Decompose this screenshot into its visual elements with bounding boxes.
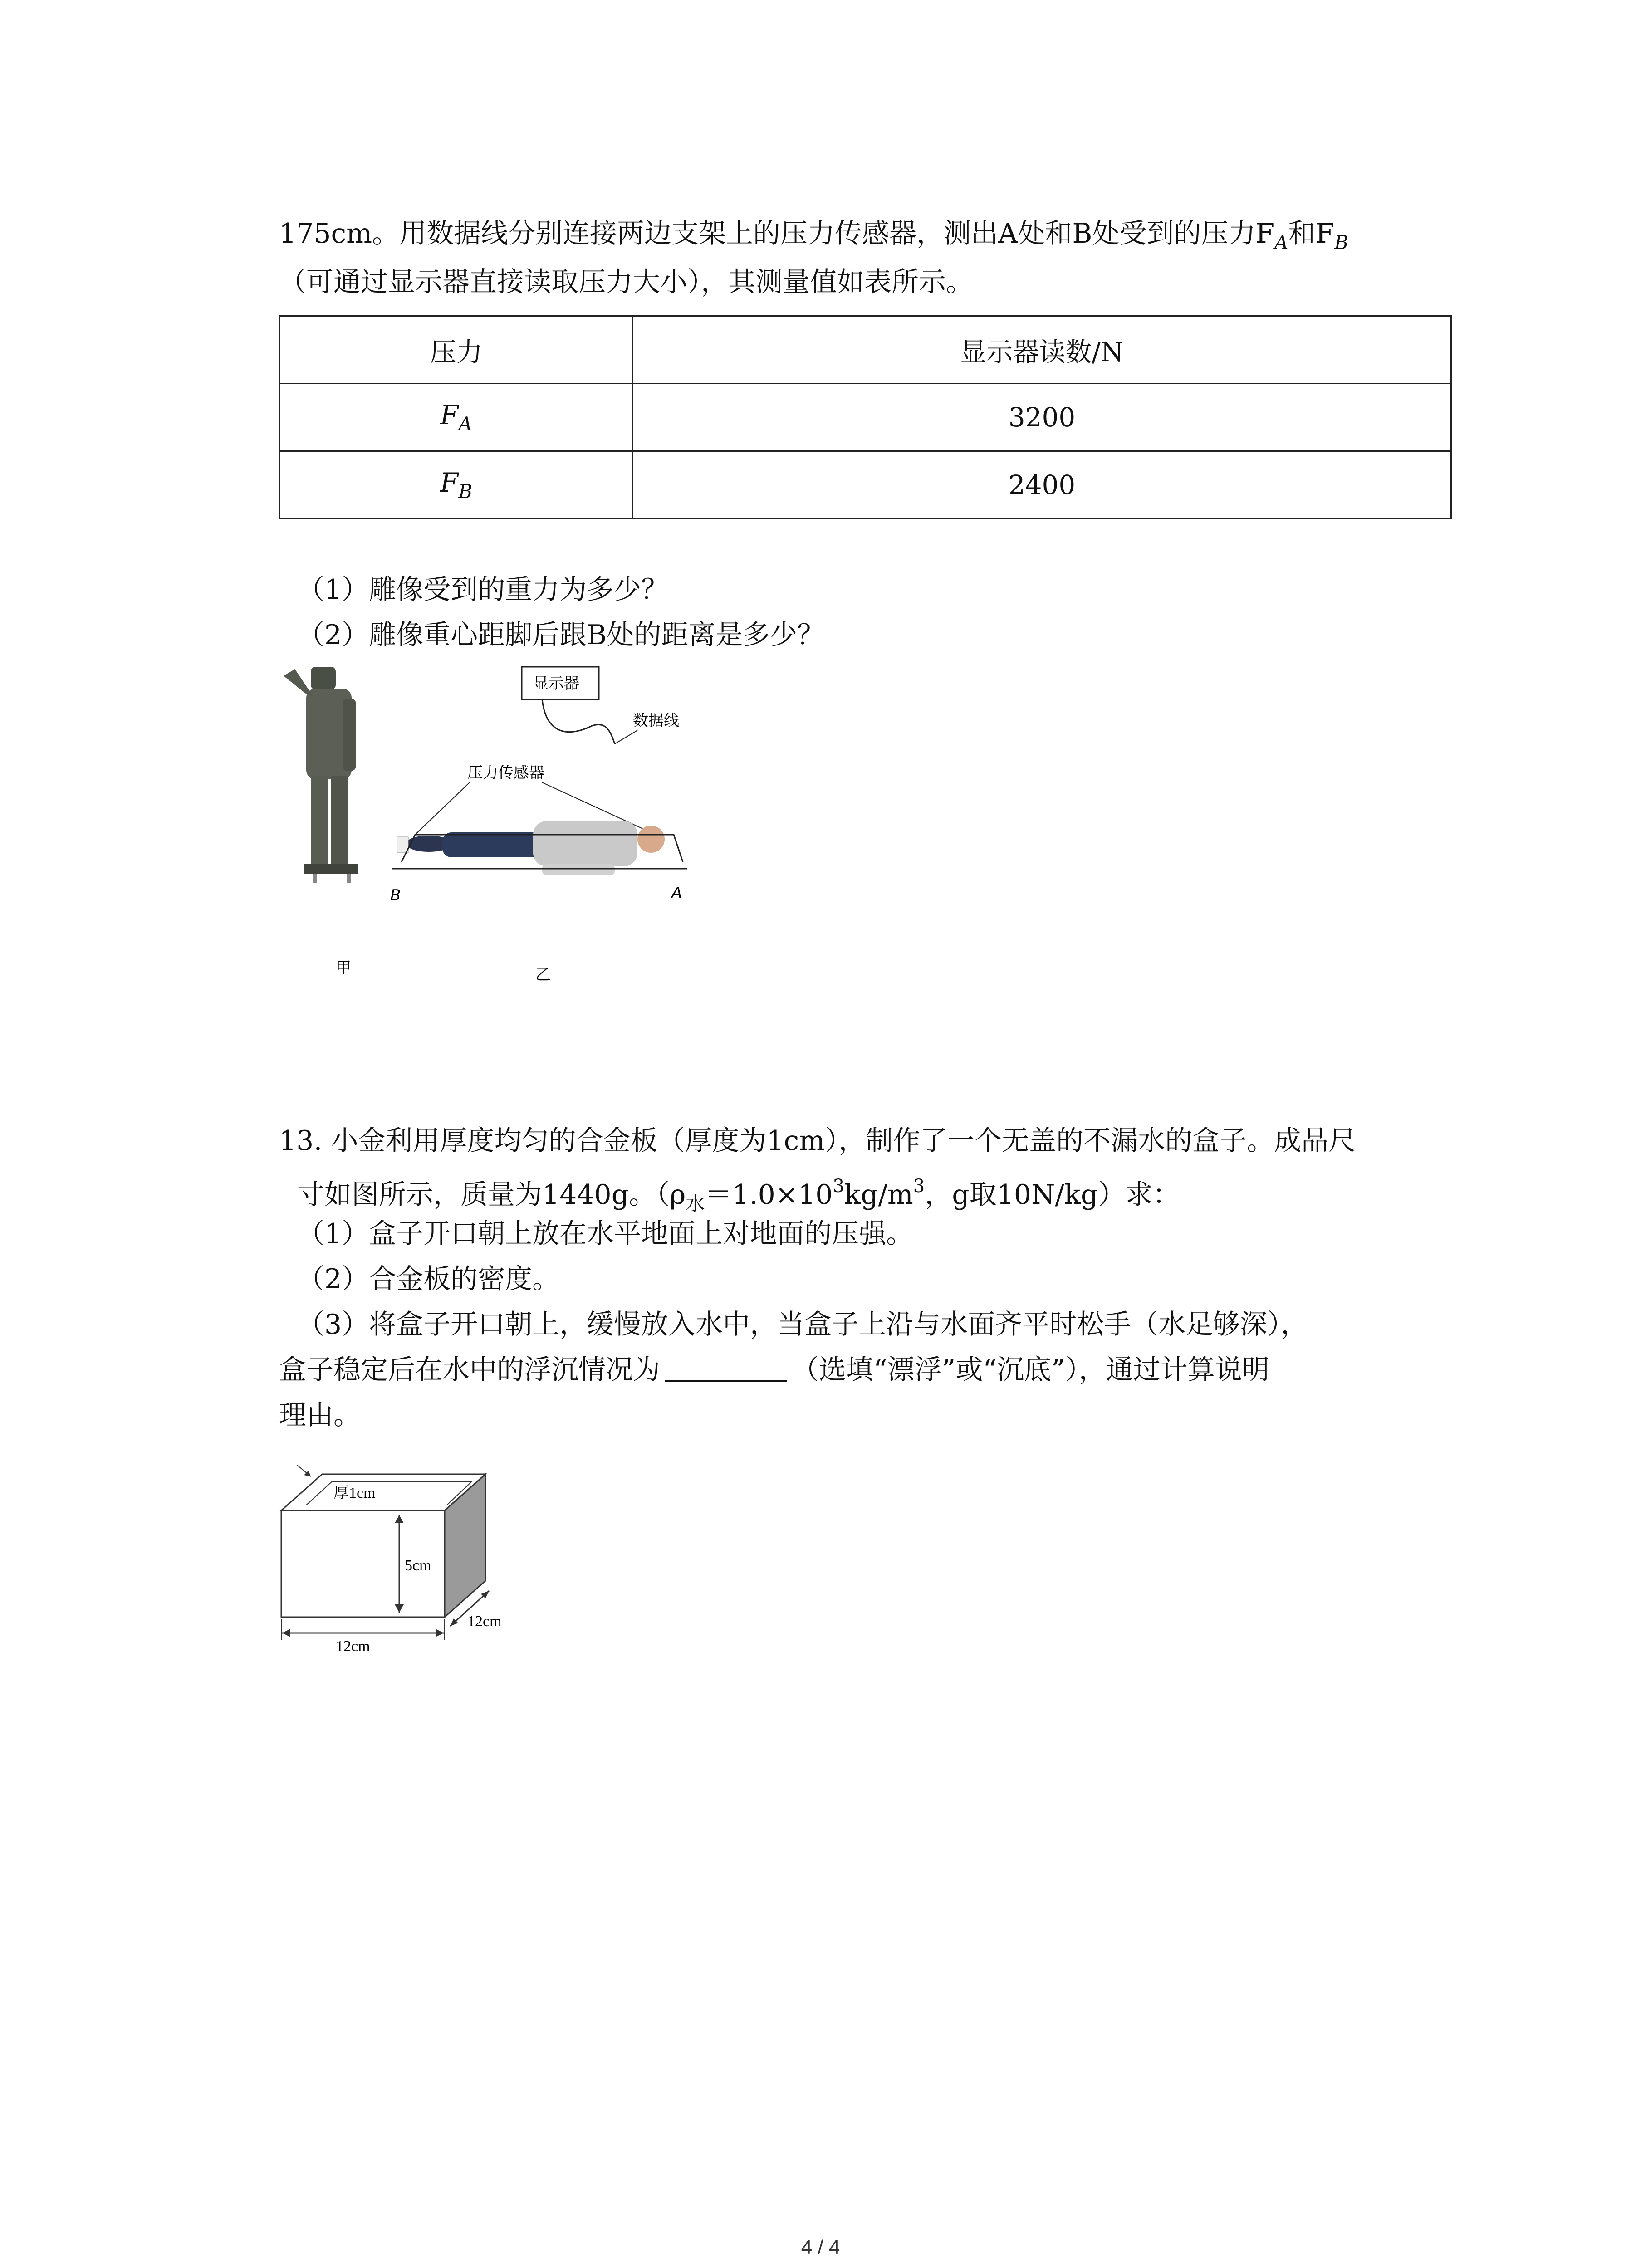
q12-line-1: 175cm。用数据线分别连接两边支架上的压力传感器，测出A处和B处受到的压力$F_A$和$F_B$ (279, 218, 1348, 254)
cable-label: 数据线 (633, 712, 679, 730)
q13-sub-3: （3）将盒子开口朝上，缓慢放入水中，当盒子上沿与水面齐平时松手（水足够深）， (297, 1309, 1308, 1340)
thickness-label: 厚1cm (333, 1485, 376, 1501)
sensor-label: 压力传感器 (467, 764, 544, 782)
statue-diagram (279, 658, 733, 1002)
lying-statue-image (397, 821, 665, 875)
statue-figure (279, 658, 733, 1002)
table-header-row (280, 316, 1451, 384)
width-arrow-right (436, 1629, 444, 1637)
box-figure (272, 1452, 526, 1651)
q12-sub-1: （1）雕像受到的重力为多少？ (297, 574, 669, 606)
caption-left: 甲 (336, 959, 351, 977)
cable-leader (615, 730, 637, 744)
display-label: 显示器 (533, 675, 579, 693)
point-b-label: B (390, 886, 401, 904)
pressure-table (279, 315, 1452, 519)
q13-sub-3-line-2: 盒子稳定后在水中的浮沉情况为 （选填“漂浮”或“沉底”），通过计算说明 (279, 1354, 1269, 1386)
table-row (280, 451, 1451, 519)
table-cell-label: $F_B$ (280, 451, 633, 519)
table-cell-value: 3200 (633, 384, 1451, 451)
answer-blank[interactable] (665, 1354, 787, 1382)
q13-line-2: 寸如图所示，质量为1440g。（$\rho_水=1.0\times 10^3kg/m^3$，g取10N/kg）求： (297, 1176, 1180, 1215)
height-label: 5cm (405, 1557, 431, 1574)
q13-number: 13. (279, 1125, 323, 1157)
table-cell-label: $F_A$ (280, 384, 633, 451)
point-a-label: A (671, 884, 682, 902)
box-diagram (272, 1452, 526, 1651)
q12-sub-2: （2）雕像重心距脚后跟B处的距离是多少？ (297, 619, 825, 651)
table-header-cell: 压力 (280, 316, 633, 384)
depth-label: 12cm (467, 1613, 502, 1630)
q13-sub-3-line-3: 理由。 (279, 1399, 361, 1431)
sensor-leader-left (415, 782, 470, 835)
q12-line-2: （可通过显示器直接读取压力大小），其测量值如表所示。 (279, 266, 973, 298)
table-header-cell: 显示器读数/N (633, 316, 1451, 384)
caption-right: 乙 (535, 966, 551, 984)
q13-sub-2: （2）合金板的密度。 (297, 1263, 560, 1295)
q13-line-1: 13. 小金利用厚度均匀的合金板（厚度为1cm），制作了一个无盖的不漏水的盒子。成品尺 (279, 1125, 1356, 1157)
box-opening (306, 1481, 472, 1505)
table-cell-value: 2400 (633, 451, 1451, 519)
width-arrow-left (282, 1629, 290, 1637)
data-cable (542, 699, 615, 744)
page-number: 4 / 4 (801, 2236, 840, 2258)
q13-sub-1: （1）盒子开口朝上放在水平地面上对地面的压强。 (297, 1218, 914, 1250)
width-label: 12cm (336, 1638, 370, 1651)
table-row (280, 384, 1451, 451)
statue-image (284, 667, 358, 883)
